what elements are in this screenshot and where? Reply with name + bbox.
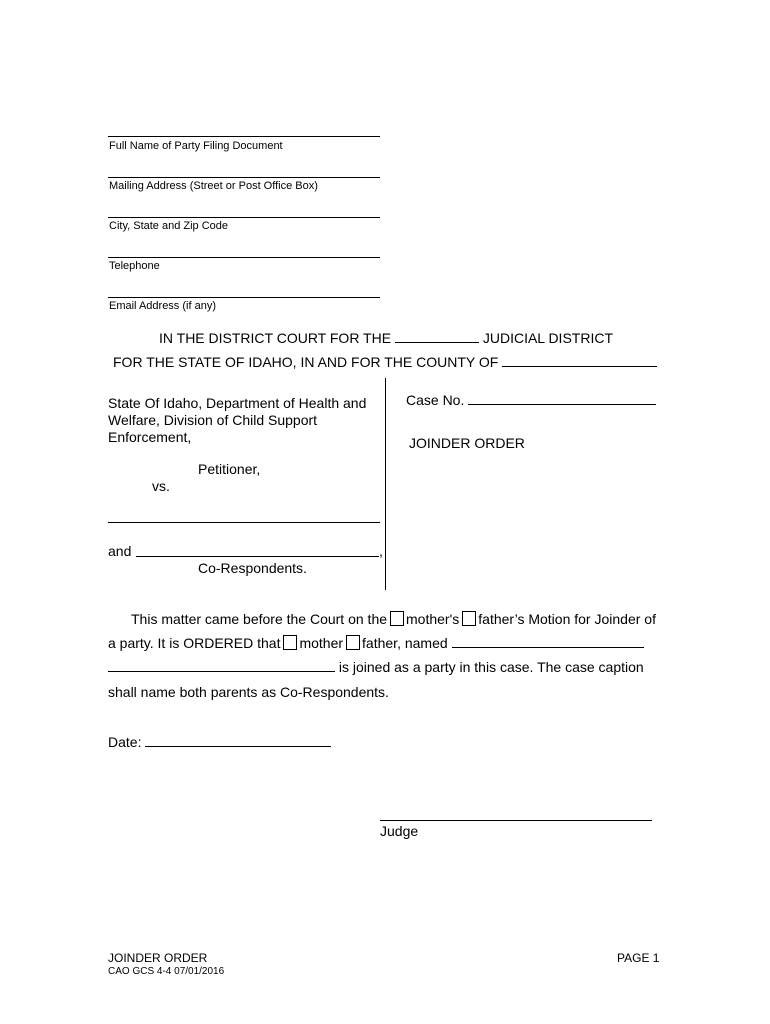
date-row [108,734,331,751]
court-heading-line1 [159,330,613,347]
court-heading-line2 [113,354,657,371]
petitioner-label: Petitioner, [198,461,261,477]
body-l1-b: mother's [406,611,460,627]
city-state-zip-label: City, State and Zip Code [109,220,229,232]
footer-page-number: PAGE 1 [617,951,660,965]
body-line-3 [108,659,644,676]
court-heading-county: FOR THE STATE OF IDAHO, IN AND FOR THE COUNTY OF [113,354,499,370]
mailing-address-label: Mailing Address (Street or Post Office Box) [109,180,318,192]
named-party-field[interactable] [452,635,644,648]
body-line-4: shall name both parents as Co-Respondents. [108,684,389,700]
named-party-field-continued[interactable] [108,659,335,672]
respondent-2-line[interactable] [136,556,379,557]
respondent-1-line[interactable] [108,522,380,523]
county-field[interactable] [502,354,657,367]
body-l2-a: a party. It is ORDERED that [108,635,281,651]
father-joined-checkbox[interactable] [346,635,360,650]
case-no-row [406,392,656,409]
petitioner-name-line3: Enforcement, [108,429,192,445]
email-line[interactable] [108,297,380,298]
telephone-line[interactable] [108,257,380,258]
body-line-1 [131,611,656,628]
mailing-address-line[interactable] [108,177,380,178]
city-state-zip-line[interactable] [108,217,380,218]
case-no-field[interactable] [468,392,656,405]
body-l1-a: This matter came before the Court on the [131,611,388,627]
body-line-2 [108,635,644,652]
footer-title: JOINDER ORDER [108,951,208,965]
footer-form-code: CAO GCS 4-4 07/01/2016 [108,966,225,977]
full-name-line[interactable] [108,136,380,137]
court-heading-post: JUDICIAL DISTRICT [482,330,613,346]
petitioner-name-line2: Welfare, Division of Child Support [108,412,318,428]
body-l2-c: father, named [362,635,448,651]
petitioner-name-line1: State Of Idaho, Department of Health and [108,395,367,411]
judge-signature-line[interactable] [380,820,652,821]
date-field[interactable] [145,734,331,747]
co-respondents-label: Co-Respondents. [198,560,307,576]
date-label: Date: [108,734,142,750]
full-name-label: Full Name of Party Filing Document [109,140,283,152]
vs-label: vs. [152,478,170,494]
fathers-motion-checkbox[interactable] [462,611,476,626]
and-label: and [108,543,132,559]
caption-divider [385,378,386,590]
email-label: Email Address (if any) [109,300,216,312]
body-l1-c: father’s Motion for Joinder of [478,611,656,627]
court-heading-pre: IN THE DISTRICT COURT FOR THE [159,330,392,346]
case-no-label: Case No. [406,392,465,408]
document-title: JOINDER ORDER [409,435,525,451]
body-l3: is joined as a party in this case. The case caption [338,659,644,675]
mothers-motion-checkbox[interactable] [390,611,404,626]
telephone-label: Telephone [109,260,160,272]
judge-label: Judge [380,823,419,839]
mother-joined-checkbox[interactable] [283,635,297,650]
body-l2-b: mother [299,635,344,651]
judicial-district-field[interactable] [395,330,479,343]
respondent-comma: , [379,543,383,559]
